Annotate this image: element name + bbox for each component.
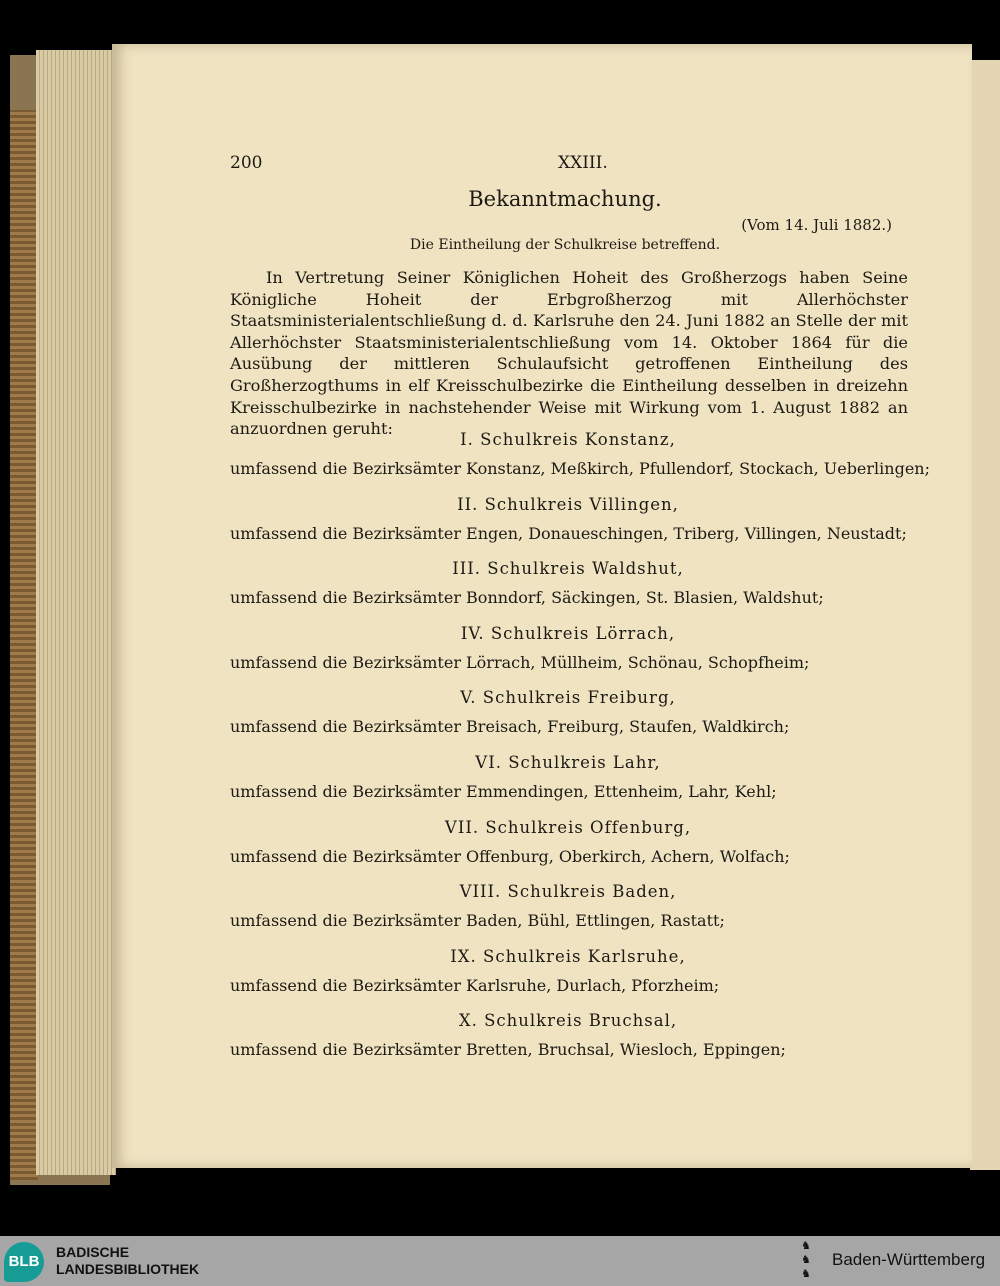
page-title: Bekanntmachung. [468, 187, 662, 211]
date: (Vom 14. Juli 1882.) [741, 216, 892, 234]
district-offices: umfassend die Bezirksämter Konstanz, Meßkirch, Pfullendorf, Stockach, Ueberlingen; [230, 459, 930, 478]
intro-paragraph: In Vertretung Seiner Königlichen Hoheit des Großherzogs haben Seine Königliche Hoheit der Erbgroßherzog mit Allerhöchster Staatsministerialentschließung d. d. Karlsruhe den 24. Juni 1882 an Stelle der mit Allerhöchster Staatsministerialentschließung vom 14. Oktober 1864 für die Ausübung der mittleren Schulaufsicht getroffenen Eintheilung des Großherzogthums in elf Kreisschulbezirke die Eintheilung desselben in dreizehn Kreisschulbezirke in nachstehender Weise mit Wirkung vom 1. August 1882 an anzuordnen geruht: [230, 268, 908, 439]
district-offices: umfassend die Bezirksämter Offenburg, Oberkirch, Achern, Wolfach; [230, 846, 790, 866]
district-offices: umfassend die Bezirksämter Bretten, Bruchsal, Wiesloch, Eppingen; [230, 1040, 786, 1060]
district-heading: II. Schulkreis Villingen, [457, 494, 679, 514]
district-heading: VII. Schulkreis Offenburg, [444, 817, 692, 837]
footer-bar [0, 1236, 1000, 1286]
district-heading: X. Schulkreis Bruchsal, [458, 1011, 678, 1031]
lions-coat-of-arms-icon: ♞ ♞ ♞ [801, 1240, 811, 1280]
blb-logo[interactable]: BLB [4, 1242, 44, 1282]
state-logo-text[interactable]: Baden-Württemberg [832, 1250, 986, 1269]
district-offices: umfassend die Bezirksämter Engen, Donaueschingen, Triberg, Villingen, Neustadt; [230, 523, 907, 543]
subtitle: Die Eintheilung der Schulkreise betreffend. [409, 237, 721, 253]
section-number: XXIII. [558, 153, 608, 173]
page-edges [36, 50, 116, 1175]
district-offices: umfassend die Bezirksämter Lörrach, Müllheim, Schönau, Schopfheim; [230, 652, 810, 672]
district-offices: umfassend die Bezirksämter Breisach, Freiburg, Staufen, Waldkirch; [230, 717, 790, 737]
district-offices: umfassend die Bezirksämter Bonndorf, Säckingen, St. Blasien, Waldshut; [230, 588, 824, 608]
district-heading: V. Schulkreis Freiburg, [460, 688, 676, 708]
district-heading: IX. Schulkreis Karlsruhe, [450, 946, 686, 966]
library-name-line1: BADISCHE [56, 1244, 130, 1260]
district-heading: I. Schulkreis Konstanz, [460, 430, 676, 449]
library-name[interactable] [56, 1244, 199, 1278]
library-name-line2: LANDESBIBLIOTHEK [56, 1261, 200, 1277]
district-heading: VI. Schulkreis Lahr, [475, 753, 661, 772]
district-offices: umfassend die Bezirksämter Emmendingen, Ettenheim, Lahr, Kehl; [230, 782, 777, 801]
district-heading: III. Schulkreis Waldshut, [452, 559, 684, 579]
page-number: 200 [230, 153, 263, 173]
district-heading: VIII. Schulkreis Baden, [459, 882, 677, 902]
district-heading: IV. Schulkreis Lörrach, [460, 623, 676, 643]
district-offices: umfassend die Bezirksämter Karlsruhe, Durlach, Pforzheim; [230, 975, 720, 995]
district-offices: umfassend die Bezirksämter Baden, Bühl, Ettlingen, Rastatt; [230, 911, 725, 931]
facing-page-edge [970, 60, 1000, 1170]
